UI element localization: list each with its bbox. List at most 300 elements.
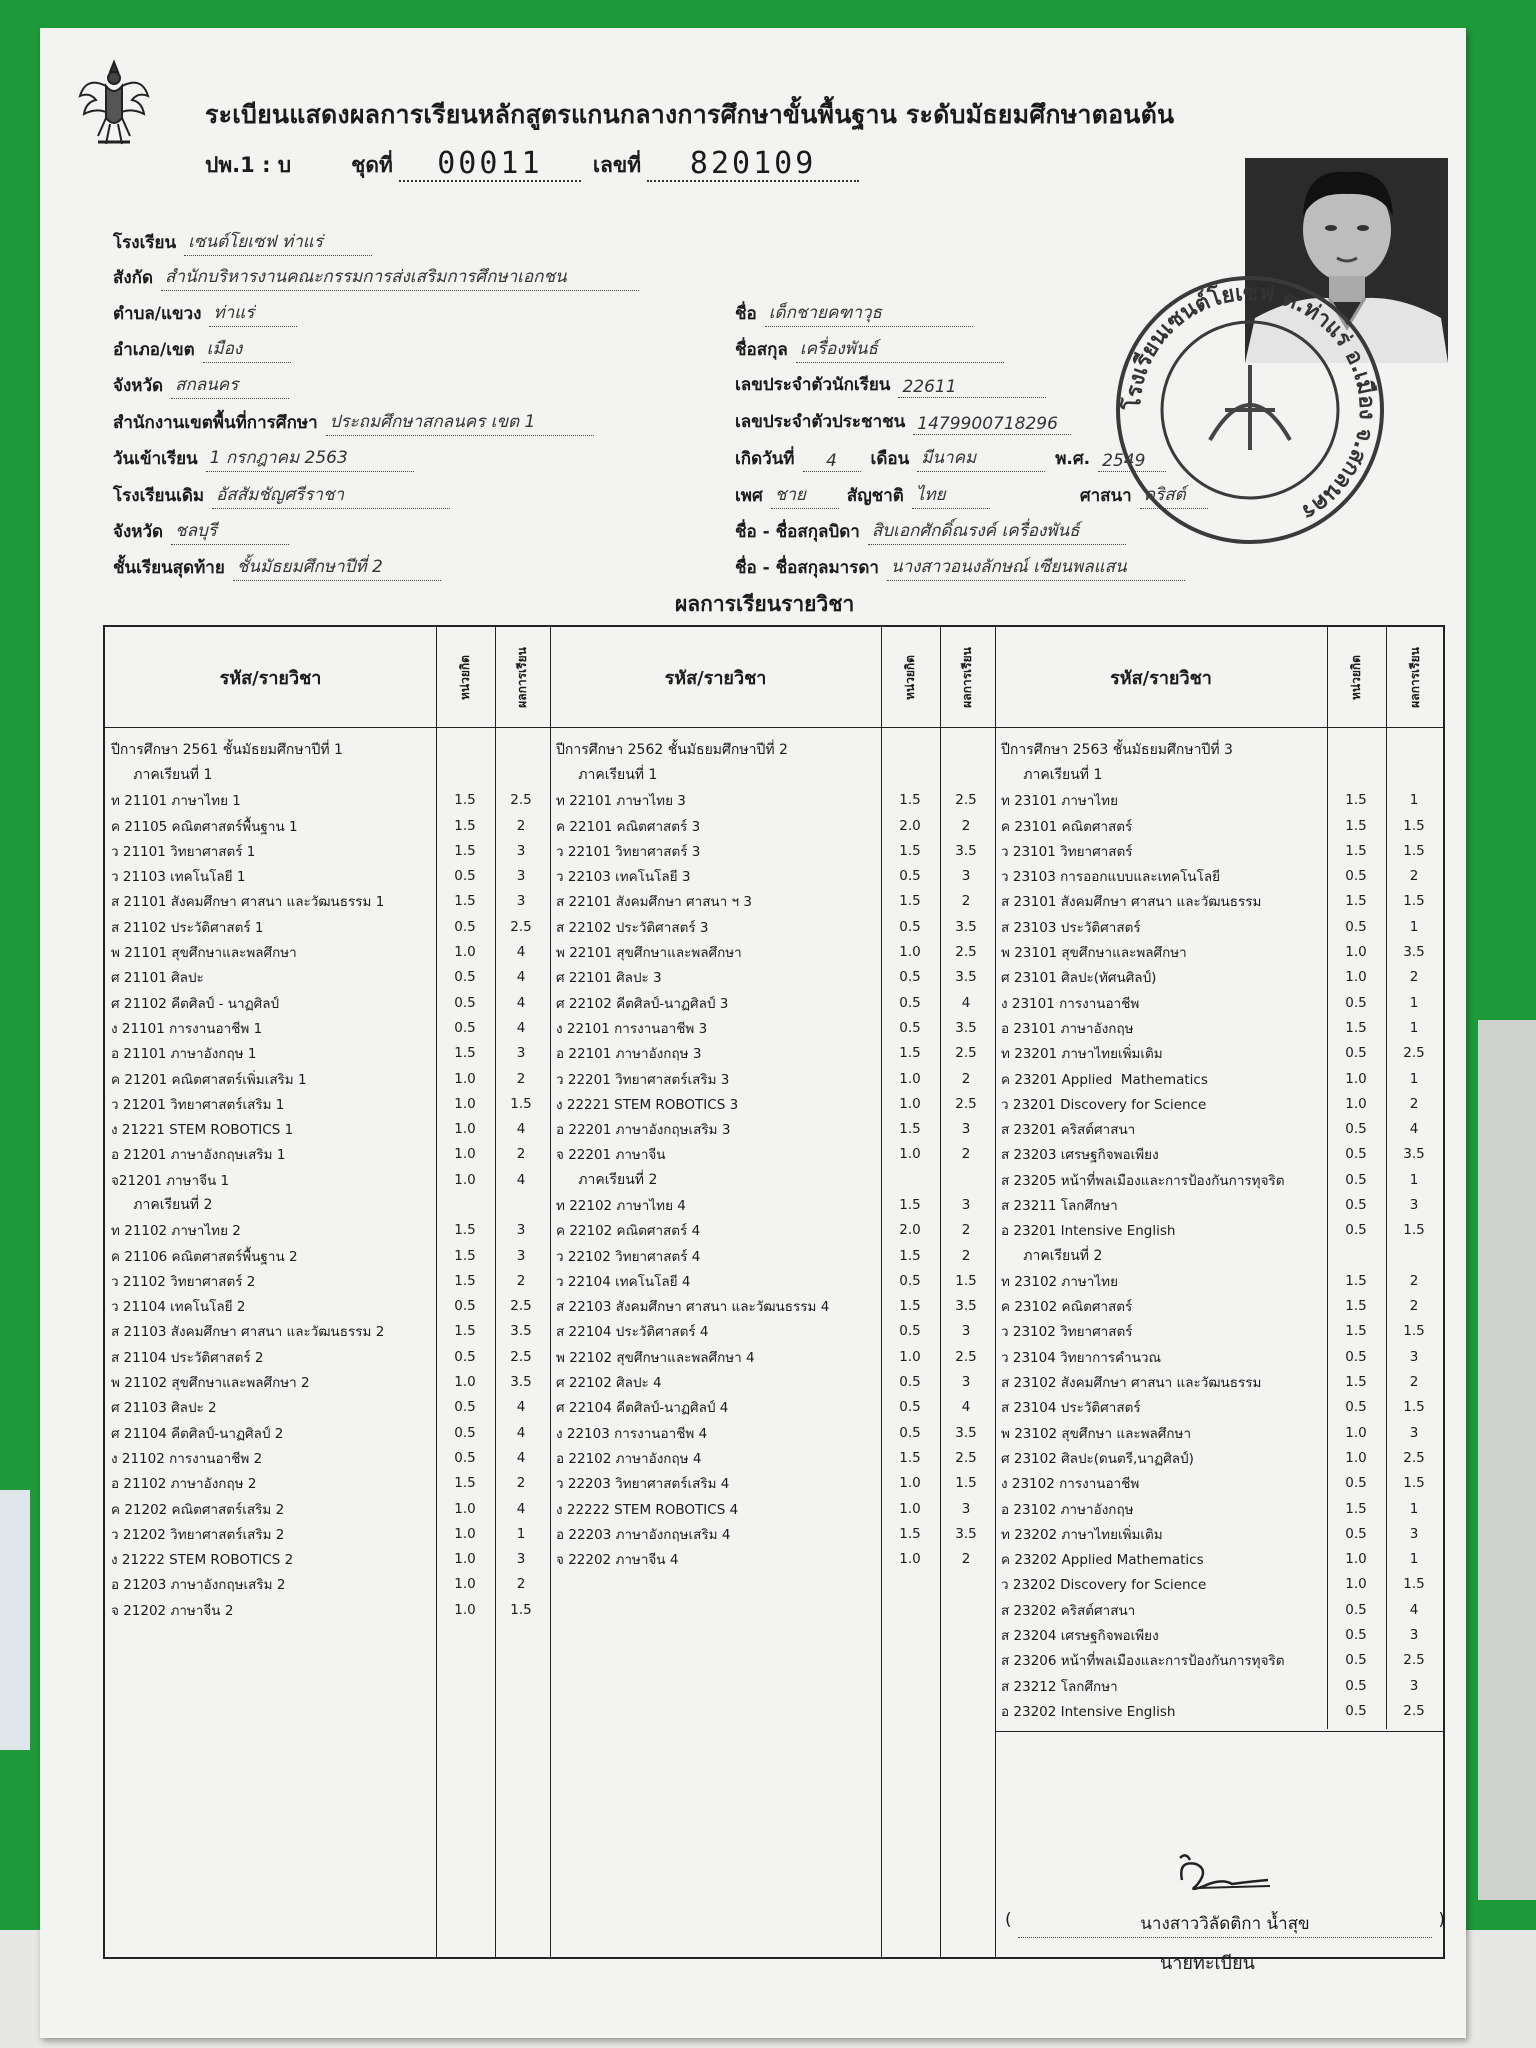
subject-row xyxy=(1001,1521,1445,1546)
subject-name: ส 23203 เศรษฐกิจพอเพียง xyxy=(1001,1147,1159,1164)
background-paper xyxy=(1478,1020,1536,1900)
subject-name: ภาคเรียนที่ 1 xyxy=(1001,766,1103,783)
set-value: 00011 xyxy=(399,148,581,182)
subject-name: ท 23202 ภาษาไทยเพิ่มเติม xyxy=(1001,1526,1163,1543)
year2-grades-column xyxy=(556,737,995,1572)
grade-value: 1 xyxy=(1409,994,1419,1011)
subject-name: ท 23101 ภาษาไทย xyxy=(1001,793,1118,810)
student-id-field: เลขประจำตัวนักเรียน 22611 xyxy=(735,371,1046,398)
credit-value: 1.5 xyxy=(454,1247,476,1264)
subject-row xyxy=(1001,939,1445,964)
subject-name: ค 21105 คณิตศาสตร์พื้นฐาน 1 xyxy=(111,818,298,835)
subject-row xyxy=(556,990,995,1015)
subject-row xyxy=(1001,1395,1445,1420)
subject-name: อ 21101 ภาษาอังกฤษ 1 xyxy=(111,1046,257,1063)
education-area-field: สำนักงานเขตพื้นที่การศึกษา ประถมศึกษาสกลนคร เขต 1 xyxy=(113,408,594,436)
grade-value: 2 xyxy=(1409,1374,1419,1391)
grade-value: 2 xyxy=(1409,868,1419,885)
subject-row xyxy=(111,1243,550,1268)
subject-name: ว 22203 วิทยาศาสตร์เสริม 4 xyxy=(556,1476,730,1493)
subject-row xyxy=(1001,1091,1445,1116)
subject-row xyxy=(111,1041,550,1066)
subject-row xyxy=(111,1344,550,1369)
subject-name: ง 21222 STEM ROBOTICS 2 xyxy=(111,1552,294,1569)
credit-value: 0.5 xyxy=(1345,1196,1367,1213)
grade-value: 1.5 xyxy=(1403,842,1425,859)
subject-row xyxy=(556,939,995,964)
subject-name: อ 23102 ภาษาอังกฤษ xyxy=(1001,1501,1134,1518)
subject-name: พ 23101 สุขศึกษาและพลศึกษา xyxy=(1001,945,1187,962)
subject-name: ว 21202 วิทยาศาสตร์เสริม 2 xyxy=(111,1526,285,1543)
term-heading xyxy=(111,737,550,762)
grade-value: 2 xyxy=(961,893,971,910)
subject-name: ค 21201 คณิตศาสตร์เพิ่มเสริม 1 xyxy=(111,1071,307,1088)
subject-name: ง 23102 การงานอาชีพ xyxy=(1001,1476,1140,1493)
grade-value: 3 xyxy=(961,1374,971,1391)
credit-value: 2.0 xyxy=(899,817,921,834)
section-title: ผลการเรียนรายวิชา xyxy=(675,592,855,616)
subject-header-2: รหัส/รายวิชา xyxy=(664,667,767,689)
credit-value: 1.5 xyxy=(1345,1272,1367,1289)
credit-value: 0.5 xyxy=(454,969,476,986)
grade-value: 1.5 xyxy=(955,1272,977,1289)
subject-row xyxy=(1001,1547,1445,1572)
term-heading xyxy=(1001,1243,1445,1268)
subject-row xyxy=(1001,1268,1445,1293)
credits-header-1: หน่วยกิต xyxy=(457,654,472,700)
credit-value: 0.5 xyxy=(1345,1627,1367,1644)
subject-row xyxy=(556,1294,995,1319)
grade-value: 3 xyxy=(961,1196,971,1213)
subject-name: ว 21103 เทคโนโลยี 1 xyxy=(111,869,246,886)
grade-value: 4 xyxy=(1409,1601,1419,1618)
credit-value: 1.5 xyxy=(1345,1323,1367,1340)
subject-row xyxy=(111,1496,550,1521)
subject-name: อ 23201 Intensive English xyxy=(1001,1223,1176,1240)
subject-row xyxy=(556,1319,995,1344)
grade-value: 2 xyxy=(516,1146,526,1163)
credit-value: 0.5 xyxy=(899,994,921,1011)
subject-name: ท 21102 ภาษาไทย 2 xyxy=(111,1223,241,1240)
credit-value: 1.5 xyxy=(1345,1500,1367,1517)
subject-row xyxy=(556,1344,995,1369)
credit-value: 1.5 xyxy=(1345,1019,1367,1036)
grade-value: 4 xyxy=(516,994,526,1011)
subject-name: ส 23212 โลกศึกษา xyxy=(1001,1678,1118,1695)
term-heading xyxy=(556,1167,995,1192)
grade-value: 3.5 xyxy=(955,1424,977,1441)
grade-value: 1.5 xyxy=(510,1095,532,1112)
background-paper-left xyxy=(0,1490,30,1750)
subject-row xyxy=(556,1395,995,1420)
subject-name: ส 23205 หน้าที่พลเมืองและการป้องกันการทุจริต xyxy=(1001,1172,1285,1189)
subject-name: ท 23102 ภาษาไทย xyxy=(1001,1273,1118,1290)
credit-value: 1.0 xyxy=(454,1374,476,1391)
subject-row xyxy=(111,788,550,813)
subject-name: ว 22104 เทคโนโลยี 4 xyxy=(556,1273,691,1290)
credit-value: 1.0 xyxy=(899,1475,921,1492)
grade-value: 2 xyxy=(961,1146,971,1163)
grade-value: 3 xyxy=(516,1551,526,1568)
grade-value: 2 xyxy=(1409,1272,1419,1289)
subject-row xyxy=(556,838,995,863)
subject-row xyxy=(111,1218,550,1243)
subject-name: ศ 22102 คีตศิลป์-นาฏศิลป์ 3 xyxy=(556,995,729,1012)
credit-value: 0.5 xyxy=(454,918,476,935)
subject-name: อ 22101 ภาษาอังกฤษ 3 xyxy=(556,1046,702,1063)
grade-value: 2.5 xyxy=(1403,1702,1425,1719)
subject-row xyxy=(556,1445,995,1470)
grade-value: 2 xyxy=(516,1070,526,1087)
credit-value: 1.0 xyxy=(454,1146,476,1163)
subject-name: ค 22102 คณิตศาสตร์ 4 xyxy=(556,1223,701,1240)
subject-row xyxy=(1001,788,1445,813)
grade-value: 4 xyxy=(961,994,971,1011)
subject-row xyxy=(111,1268,550,1293)
subject-name: ค 21106 คณิตศาสตร์พื้นฐาน 2 xyxy=(111,1248,298,1265)
subject-name: ส 21102 ประวัติศาสตร์ 1 xyxy=(111,919,264,936)
affiliation-field: สังกัด สำนักบริหารงานคณะกรรมการส่งเสริมการศึกษาเอกชน xyxy=(113,263,639,291)
subject-row xyxy=(556,1496,995,1521)
subject-name: ท 22101 ภาษาไทย 3 xyxy=(556,793,686,810)
subject-row xyxy=(111,1116,550,1141)
grade-value: 4 xyxy=(961,1399,971,1416)
grade-value: 3 xyxy=(1409,1627,1419,1644)
year3-grades-column xyxy=(1001,737,1445,1724)
subject-row xyxy=(1001,863,1445,888)
subject-name: ว 21101 วิทยาศาสตร์ 1 xyxy=(111,843,256,860)
credit-value: 1.5 xyxy=(454,842,476,859)
district-field: อำเภอ/เขต เมือง xyxy=(113,335,291,363)
subject-name: ปีการศึกษา 2563 ชั้นมัธยมศึกษาปีที่ 3 xyxy=(1001,741,1233,758)
subject-row xyxy=(556,1015,995,1040)
credit-value: 1.5 xyxy=(1345,792,1367,809)
credit-value: 1.0 xyxy=(454,1070,476,1087)
gender-nationality-field: เพศ ชาย สัญชาติ ไทย ศาสนา คริสต์ xyxy=(735,481,1208,509)
grade-value: 3 xyxy=(961,1323,971,1340)
grade-value: 1.5 xyxy=(955,1475,977,1492)
credit-value: 1.0 xyxy=(1345,1095,1367,1112)
credit-value: 1.5 xyxy=(899,893,921,910)
subject-name: ส 21103 สังคมศึกษา ศาสนา และวัฒนธรรม 2 xyxy=(111,1324,385,1341)
credit-value: 0.5 xyxy=(454,868,476,885)
term-heading xyxy=(1001,737,1445,762)
subject-row xyxy=(111,1294,550,1319)
subject-row xyxy=(556,1192,995,1217)
subject-name: ศ 21102 คีตศิลป์ - นาฏศิลป์ xyxy=(111,995,280,1012)
subject-name: ส 23204 เศรษฐกิจพอเพียง xyxy=(1001,1628,1159,1645)
grade-value: 3 xyxy=(1409,1677,1419,1694)
subject-name: ส 23211 โลกศึกษา xyxy=(1001,1197,1118,1214)
subject-row xyxy=(1001,1572,1445,1597)
subject-row xyxy=(111,1369,550,1394)
grade-value: 1.5 xyxy=(1403,1576,1425,1593)
subject-name: ง 21101 การงานอาชีพ 1 xyxy=(111,1020,263,1037)
credit-value: 1.0 xyxy=(454,944,476,961)
grade-value: 2 xyxy=(516,1576,526,1593)
subject-name: ค 23102 คณิตศาสตร์ xyxy=(1001,1299,1133,1316)
credit-value: 2.0 xyxy=(899,1222,921,1239)
term-heading xyxy=(1001,762,1445,787)
subject-name: ว 23101 วิทยาศาสตร์ xyxy=(1001,843,1133,860)
garuda-emblem-icon xyxy=(76,56,152,152)
grade-header-3: ผลการเรียน xyxy=(1408,646,1422,708)
subject-row xyxy=(111,889,550,914)
term-heading xyxy=(556,737,995,762)
subject-row xyxy=(1001,1041,1445,1066)
credit-value: 1.0 xyxy=(899,1095,921,1112)
grade-value: 2.5 xyxy=(955,944,977,961)
registrar-name: นางสาววิลัดติกา น้ำสุข xyxy=(1018,1910,1433,1938)
credit-value: 1.5 xyxy=(899,1196,921,1213)
subject-name: ง 22222 STEM ROBOTICS 4 xyxy=(556,1501,739,1518)
subject-name: พ 22101 สุขศึกษาและพลศึกษา xyxy=(556,945,742,962)
credit-value: 1.0 xyxy=(1345,1070,1367,1087)
credit-value: 0.5 xyxy=(454,1399,476,1416)
subject-name: อ 21201 ภาษาอังกฤษเสริม 1 xyxy=(111,1147,286,1164)
subject-name: ว 23104 วิทยาการคำนวณ xyxy=(1001,1349,1162,1366)
subject-name: ภาคเรียนที่ 2 xyxy=(111,1196,213,1213)
grade-value: 4 xyxy=(1409,1121,1419,1138)
subject-name: ค 22101 คณิตศาสตร์ 3 xyxy=(556,818,701,835)
subject-row xyxy=(556,1268,995,1293)
credit-value: 0.5 xyxy=(899,868,921,885)
subject-row xyxy=(1001,1369,1445,1394)
subject-header-1: รหัส/รายวิชา xyxy=(219,667,322,689)
subject-name: ว 22102 วิทยาศาสตร์ 4 xyxy=(556,1248,701,1265)
subject-name: อ 21102 ภาษาอังกฤษ 2 xyxy=(111,1476,257,1493)
grade-value: 3 xyxy=(516,1247,526,1264)
subject-name: ปีการศึกษา 2562 ชั้นมัธยมศึกษาปีที่ 2 xyxy=(556,741,788,758)
subject-row xyxy=(111,1597,550,1622)
subject-name: จ 21202 ภาษาจีน 2 xyxy=(111,1602,234,1619)
grade-value: 3.5 xyxy=(510,1323,532,1340)
subject-row xyxy=(111,1015,550,1040)
document-title: ระเบียนแสดงผลการเรียนหลักสูตรแกนกลางการศึกษาขั้นพื้นฐาน ระดับมัธยมศึกษาตอนต้น xyxy=(205,100,1175,129)
subject-row xyxy=(556,1420,995,1445)
subject-name: ศ 21104 คีตศิลป์-นาฏศิลป์ 2 xyxy=(111,1425,284,1442)
subject-name: พ 21101 สุขศึกษาและพลศึกษา xyxy=(111,945,297,962)
term-heading xyxy=(111,1192,550,1217)
subject-row xyxy=(111,1091,550,1116)
subject-row xyxy=(556,1547,995,1572)
subject-name: ค 23201 Applied Mathematics xyxy=(1001,1071,1208,1088)
grade-value: 3.5 xyxy=(955,842,977,859)
subject-name: ท 21101 ภาษาไทย 1 xyxy=(111,793,241,810)
subject-row xyxy=(556,914,995,939)
last-grade-field: ชั้นเรียนสุดท้าย ชั้นมัธยมศึกษาปีที่ 2 xyxy=(113,553,441,581)
credit-value: 1.0 xyxy=(1345,1576,1367,1593)
subject-name: ว 23103 การออกแบบและเทคโนโลยี xyxy=(1001,869,1221,886)
subject-row xyxy=(1001,1142,1445,1167)
grade-value: 4 xyxy=(516,1449,526,1466)
credit-value: 1.0 xyxy=(1345,1424,1367,1441)
subject-name: ว 22103 เทคโนโลยี 3 xyxy=(556,869,691,886)
subject-name: ส 22103 สังคมศึกษา ศาสนา และวัฒนธรรม 4 xyxy=(556,1299,830,1316)
subject-name: ว 23202 Discovery for Science xyxy=(1001,1577,1207,1594)
subject-name: ว 22101 วิทยาศาสตร์ 3 xyxy=(556,843,701,860)
grade-value: 2 xyxy=(516,817,526,834)
grade-value: 1.5 xyxy=(510,1601,532,1618)
grade-value: 3 xyxy=(1409,1196,1419,1213)
grade-value: 3.5 xyxy=(955,1298,977,1315)
enrollment-date-field: วันเข้าเรียน 1 กรกฎาคม 2563 xyxy=(113,444,414,472)
grade-value: 2.5 xyxy=(510,918,532,935)
term-heading xyxy=(556,762,995,787)
subject-row xyxy=(111,1395,550,1420)
subject-name: ศ 21101 ศิลปะ xyxy=(111,970,204,987)
credit-value: 1.0 xyxy=(454,1095,476,1112)
subject-name: ส 21101 สังคมศึกษา ศาสนา และวัฒนธรรม 1 xyxy=(111,894,385,911)
credit-value: 1.0 xyxy=(899,1348,921,1365)
subject-name: อ 22203 ภาษาอังกฤษเสริม 4 xyxy=(556,1526,731,1543)
subject-name: ท 22102 ภาษาไทย 4 xyxy=(556,1197,686,1214)
credit-value: 1.0 xyxy=(454,1500,476,1517)
subject-name: ว 21102 วิทยาศาสตร์ 2 xyxy=(111,1273,256,1290)
grade-value: 1 xyxy=(516,1525,526,1542)
grade-header-1: ผลการเรียน xyxy=(515,646,529,708)
subject-name: ค 23202 Applied Mathematics xyxy=(1001,1552,1204,1569)
subject-row xyxy=(1001,813,1445,838)
subject-name: ง 22221 STEM ROBOTICS 3 xyxy=(556,1096,739,1113)
credit-value: 0.5 xyxy=(1345,918,1367,935)
subject-row xyxy=(111,914,550,939)
credit-value: 1.0 xyxy=(454,1576,476,1593)
subject-name: อ 22201 ภาษาอังกฤษเสริม 3 xyxy=(556,1122,731,1139)
subject-name: ส 22104 ประวัติศาสตร์ 4 xyxy=(556,1324,709,1341)
grade-value: 4 xyxy=(516,1019,526,1036)
subject-row xyxy=(1001,1319,1445,1344)
subject-name: ส 23102 สังคมศึกษา ศาสนา และวัฒนธรรม xyxy=(1001,1375,1262,1392)
grade-value: 1.5 xyxy=(1403,893,1425,910)
subject-row xyxy=(111,1445,550,1470)
subject-name: ส 23206 หน้าที่พลเมืองและการป้องกันการทุจริต xyxy=(1001,1653,1285,1670)
number-value: 820109 xyxy=(647,148,859,182)
subject-name: ว 21201 วิทยาศาสตร์เสริม 1 xyxy=(111,1096,285,1113)
credit-value: 0.5 xyxy=(454,1424,476,1441)
subject-name: พ 22102 สุขศึกษาและพลศึกษา 4 xyxy=(556,1349,755,1366)
form-number-row xyxy=(205,148,871,182)
credit-value: 0.5 xyxy=(1345,1677,1367,1694)
grade-value: 3.5 xyxy=(955,969,977,986)
credit-value: 1.0 xyxy=(454,1121,476,1138)
subject-name: จ 22202 ภาษาจีน 4 xyxy=(556,1552,679,1569)
subject-row xyxy=(556,1243,995,1268)
credit-value: 0.5 xyxy=(899,1272,921,1289)
credit-value: 0.5 xyxy=(454,1298,476,1315)
credit-value: 0.5 xyxy=(1345,1702,1367,1719)
credit-value: 0.5 xyxy=(1345,1348,1367,1365)
grade-value: 2.5 xyxy=(955,1449,977,1466)
subject-name: ภาคเรียนที่ 1 xyxy=(111,766,213,783)
credit-value: 0.5 xyxy=(899,1019,921,1036)
grade-value: 2 xyxy=(1409,1095,1419,1112)
number-label: เลขที่ xyxy=(592,153,642,177)
grade-value: 1 xyxy=(1409,1500,1419,1517)
subject-row xyxy=(111,990,550,1015)
credit-value: 0.5 xyxy=(454,1019,476,1036)
subject-row xyxy=(111,965,550,990)
credit-value: 1.5 xyxy=(454,1475,476,1492)
credit-value: 1.0 xyxy=(454,1525,476,1542)
subject-row xyxy=(556,788,995,813)
credit-value: 1.5 xyxy=(899,1298,921,1315)
subject-name: ศ 23101 ศิลปะ(ทัศนศิลป์) xyxy=(1001,970,1157,987)
credit-value: 1.5 xyxy=(899,1247,921,1264)
subject-row xyxy=(556,1521,995,1546)
grade-value: 2.5 xyxy=(510,1348,532,1365)
credit-value: 1.0 xyxy=(1345,1449,1367,1466)
grade-value: 3.5 xyxy=(955,1019,977,1036)
term-heading xyxy=(111,762,550,787)
grade-value: 3 xyxy=(516,893,526,910)
credit-value: 1.0 xyxy=(899,1500,921,1517)
credit-value: 1.0 xyxy=(454,1551,476,1568)
previous-province-field: จังหวัด ชลบุรี xyxy=(113,517,289,545)
grade-value: 1 xyxy=(1409,792,1419,809)
subject-row xyxy=(111,1420,550,1445)
credit-value: 0.5 xyxy=(899,1424,921,1441)
subject-name: ค 21202 คณิตศาสตร์เสริม 2 xyxy=(111,1501,285,1518)
set-label: ชุดที่ xyxy=(351,153,393,177)
previous-school-field: โรงเรียนเดิม อัสสัมชัญศรีราชา xyxy=(113,481,450,509)
grade-value: 3.5 xyxy=(1403,1146,1425,1163)
grade-value: 4 xyxy=(516,969,526,986)
subject-name: ส 23103 ประวัติศาสตร์ xyxy=(1001,919,1141,936)
subject-row xyxy=(1001,990,1445,1015)
grade-value: 4 xyxy=(516,1121,526,1138)
subject-name: ว 23201 Discovery for Science xyxy=(1001,1096,1207,1113)
credit-value: 1.5 xyxy=(1345,893,1367,910)
credit-value: 0.5 xyxy=(899,918,921,935)
credit-value: 1.5 xyxy=(454,1323,476,1340)
subject-name: ส 23201 คริสต์ศาสนา xyxy=(1001,1122,1136,1139)
grade-value: 2 xyxy=(961,1551,971,1568)
subject-name: ท 23201 ภาษาไทยเพิ่มเติม xyxy=(1001,1046,1163,1063)
registrar-position: นายทะเบียน xyxy=(1160,1953,1255,1974)
credit-value: 0.5 xyxy=(899,1323,921,1340)
grade-value: 1 xyxy=(1409,918,1419,935)
mother-name-field: ชื่อ - ชื่อสกุลมารดา นางสาวอนงลักษณ์ เซียนพลแสน xyxy=(735,553,1185,581)
credit-value: 0.5 xyxy=(454,1348,476,1365)
grade-value: 3 xyxy=(516,1222,526,1239)
grade-value: 4 xyxy=(516,1424,526,1441)
subject-row xyxy=(1001,1420,1445,1445)
subject-name: พ 23102 สุขศึกษา และพลศึกษา xyxy=(1001,1425,1192,1442)
credit-value: 1.0 xyxy=(1345,944,1367,961)
grade-value: 1 xyxy=(1409,1070,1419,1087)
credit-value: 1.0 xyxy=(1345,969,1367,986)
subject-row xyxy=(1001,838,1445,863)
grade-value: 4 xyxy=(516,1399,526,1416)
credit-value: 1.5 xyxy=(454,893,476,910)
credit-value: 1.5 xyxy=(454,1272,476,1289)
grade-value: 2.5 xyxy=(955,792,977,809)
subject-header-3: รหัส/รายวิชา xyxy=(1110,667,1212,689)
subject-row xyxy=(1001,965,1445,990)
grade-value: 2.5 xyxy=(955,1348,977,1365)
grade-value: 4 xyxy=(516,944,526,961)
subject-name: ศ 21103 ศิลปะ 2 xyxy=(111,1400,217,1417)
subject-row xyxy=(111,863,550,888)
subject-name: ภาคเรียนที่ 2 xyxy=(556,1171,658,1188)
grade-value: 2 xyxy=(1409,969,1419,986)
credit-value: 1.0 xyxy=(899,1070,921,1087)
subject-row xyxy=(556,1091,995,1116)
credit-value: 0.5 xyxy=(1345,1399,1367,1416)
subject-row xyxy=(111,838,550,863)
year1-grades-column xyxy=(111,737,550,1622)
